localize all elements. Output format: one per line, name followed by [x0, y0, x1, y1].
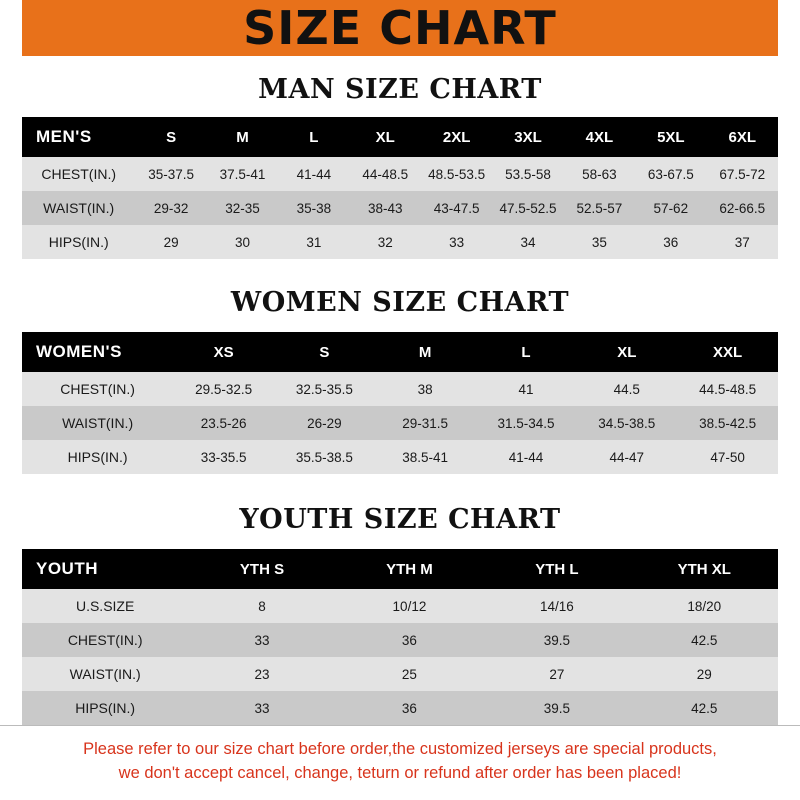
table-cell: 38-43: [367, 200, 403, 216]
table-cell: 33-35.5: [200, 449, 247, 465]
table-cell: 37: [734, 234, 750, 250]
page-title: SIZE CHART: [243, 1, 557, 56]
row-label: WAIST(IN.): [69, 666, 141, 683]
table-cell: 10/12: [392, 598, 427, 614]
table-cell: 25: [401, 666, 417, 682]
table-cell: 36: [401, 632, 417, 648]
table-cell: 35-37.5: [148, 166, 194, 182]
table-cell: 27: [549, 666, 565, 682]
table-cell: 42.5: [691, 632, 718, 648]
column-header: 4XL: [585, 128, 614, 146]
column-header: XXL: [712, 343, 743, 361]
row-label: U.S.SIZE: [75, 598, 135, 615]
column-header: 2XL: [442, 128, 471, 146]
charts-container: [0, 56, 800, 725]
table-cell: 63-67.5: [647, 166, 694, 182]
column-header: S: [166, 128, 177, 146]
table-header-row: [22, 549, 778, 589]
table-cell: 33: [449, 234, 465, 250]
table-cell: 52.5-57: [576, 200, 623, 216]
row-label: HIPS(IN.): [75, 700, 136, 717]
column-header: M: [418, 343, 432, 361]
footer-line-2: we don't accept cancel, change, teturn or refund after order has been placed!: [118, 764, 682, 783]
footer-line-1: Please refer to our size chart before order,the customized jerseys are special products,: [83, 740, 717, 759]
section-title-women: WOMEN SIZE CHART: [230, 287, 570, 319]
column-header: L: [521, 343, 531, 361]
table-row: [22, 691, 778, 725]
table-cell: 44-47: [609, 449, 645, 465]
table-cell: 41-44: [508, 449, 544, 465]
section-youth-size-chart: [22, 504, 778, 725]
footer-disclaimer: [0, 725, 800, 800]
table-cell: 44.5: [613, 381, 640, 397]
row-label: WAIST(IN.): [62, 415, 134, 432]
column-header: YTH XL: [677, 560, 731, 578]
table-cell: 38.5-42.5: [699, 415, 757, 431]
table-cell: 14/16: [539, 598, 574, 614]
table-cell: 62-66.5: [719, 200, 766, 216]
header-banner: [0, 0, 800, 56]
section-title-youth: YOUTH SIZE CHART: [239, 504, 561, 536]
table-cell: 8: [258, 598, 266, 614]
table-cell: 29: [163, 234, 179, 250]
table-cell: 53.5-58: [505, 166, 551, 182]
table-man-size: [22, 117, 778, 259]
table-cell: 32.5-35.5: [295, 381, 353, 397]
column-header: 6XL: [728, 128, 757, 146]
table-row: [22, 372, 778, 406]
table-row: [22, 657, 778, 691]
table-cell: 38: [417, 381, 433, 397]
column-header: M: [236, 128, 249, 146]
table-cell: 44.5-48.5: [699, 381, 757, 397]
column-header: YTH S: [239, 560, 285, 578]
column-header: YOUTH: [36, 559, 98, 579]
table-cell: 34.5-38.5: [598, 415, 656, 431]
table-cell: 32: [377, 234, 393, 250]
table-cell: 35: [591, 234, 607, 250]
column-header: 5XL: [657, 128, 685, 146]
table-row: [22, 157, 778, 191]
table-cell: 57-62: [653, 200, 689, 216]
table-cell: 26-29: [307, 415, 342, 431]
row-label: HIPS(IN.): [48, 234, 109, 251]
table-cell: 31: [306, 234, 322, 250]
table-row: [22, 623, 778, 657]
table-women-size: [22, 332, 778, 474]
section-title-man: MAN SIZE CHART: [258, 74, 542, 106]
row-label: CHEST(IN.): [60, 381, 135, 398]
column-header: YTH M: [386, 560, 433, 578]
row-label: CHEST(IN.): [67, 632, 143, 649]
row-label: CHEST(IN.): [41, 166, 117, 183]
row-label: HIPS(IN.): [67, 449, 128, 466]
table-cell: 39.5: [543, 632, 570, 648]
table-row: [22, 589, 778, 623]
table-youth-size: [22, 549, 778, 725]
table-row: [22, 440, 778, 474]
section-women-size-chart: [22, 287, 778, 474]
table-cell: 35.5-38.5: [295, 449, 353, 465]
table-cell: 29: [696, 666, 712, 682]
table-cell: 47-50: [710, 449, 745, 465]
table-cell: 32-35: [225, 200, 260, 216]
row-label: WAIST(IN.): [43, 200, 115, 217]
table-row: [22, 225, 778, 259]
table-cell: 35-38: [296, 200, 332, 216]
table-cell: 29-32: [153, 200, 189, 216]
column-header: S: [319, 343, 330, 361]
column-header: L: [309, 128, 319, 146]
table-cell: 47.5-52.5: [499, 200, 557, 216]
column-header: XS: [213, 343, 234, 361]
column-header: XL: [617, 343, 637, 361]
table-cell: 34: [520, 234, 536, 250]
table-cell: 37.5-41: [219, 166, 266, 182]
table-row: [22, 191, 778, 225]
table-header-row: [22, 332, 778, 372]
table-cell: 43-47.5: [433, 200, 480, 216]
table-header-row: [22, 117, 778, 157]
table-cell: 23.5-26: [200, 415, 247, 431]
table-cell: 36: [401, 700, 417, 716]
column-header: MEN'S: [36, 127, 92, 147]
table-cell: 41-44: [296, 166, 332, 182]
table-cell: 33: [254, 700, 270, 716]
table-cell: 23: [254, 666, 270, 682]
table-cell: 42.5: [691, 700, 718, 716]
column-header: WOMEN'S: [36, 342, 122, 362]
table-row: [22, 406, 778, 440]
table-cell: 29-31.5: [402, 415, 449, 431]
table-cell: 31.5-34.5: [497, 415, 555, 431]
column-header: YTH L: [535, 560, 579, 578]
table-cell: 33: [254, 632, 270, 648]
table-cell: 44-48.5: [362, 166, 409, 182]
column-header: XL: [375, 128, 395, 146]
table-cell: 48.5-53.5: [428, 166, 486, 182]
section-man-size-chart: [22, 74, 778, 259]
table-cell: 29.5-32.5: [195, 381, 253, 397]
column-header: 3XL: [514, 128, 542, 146]
table-cell: 39.5: [543, 700, 570, 716]
table-cell: 30: [234, 234, 250, 250]
table-cell: 67.5-72: [719, 166, 766, 182]
table-cell: 38.5-41: [402, 449, 449, 465]
table-cell: 36: [663, 234, 679, 250]
table-cell: 41: [518, 381, 534, 397]
table-cell: 58-63: [582, 166, 617, 182]
table-cell: 18/20: [687, 598, 722, 614]
